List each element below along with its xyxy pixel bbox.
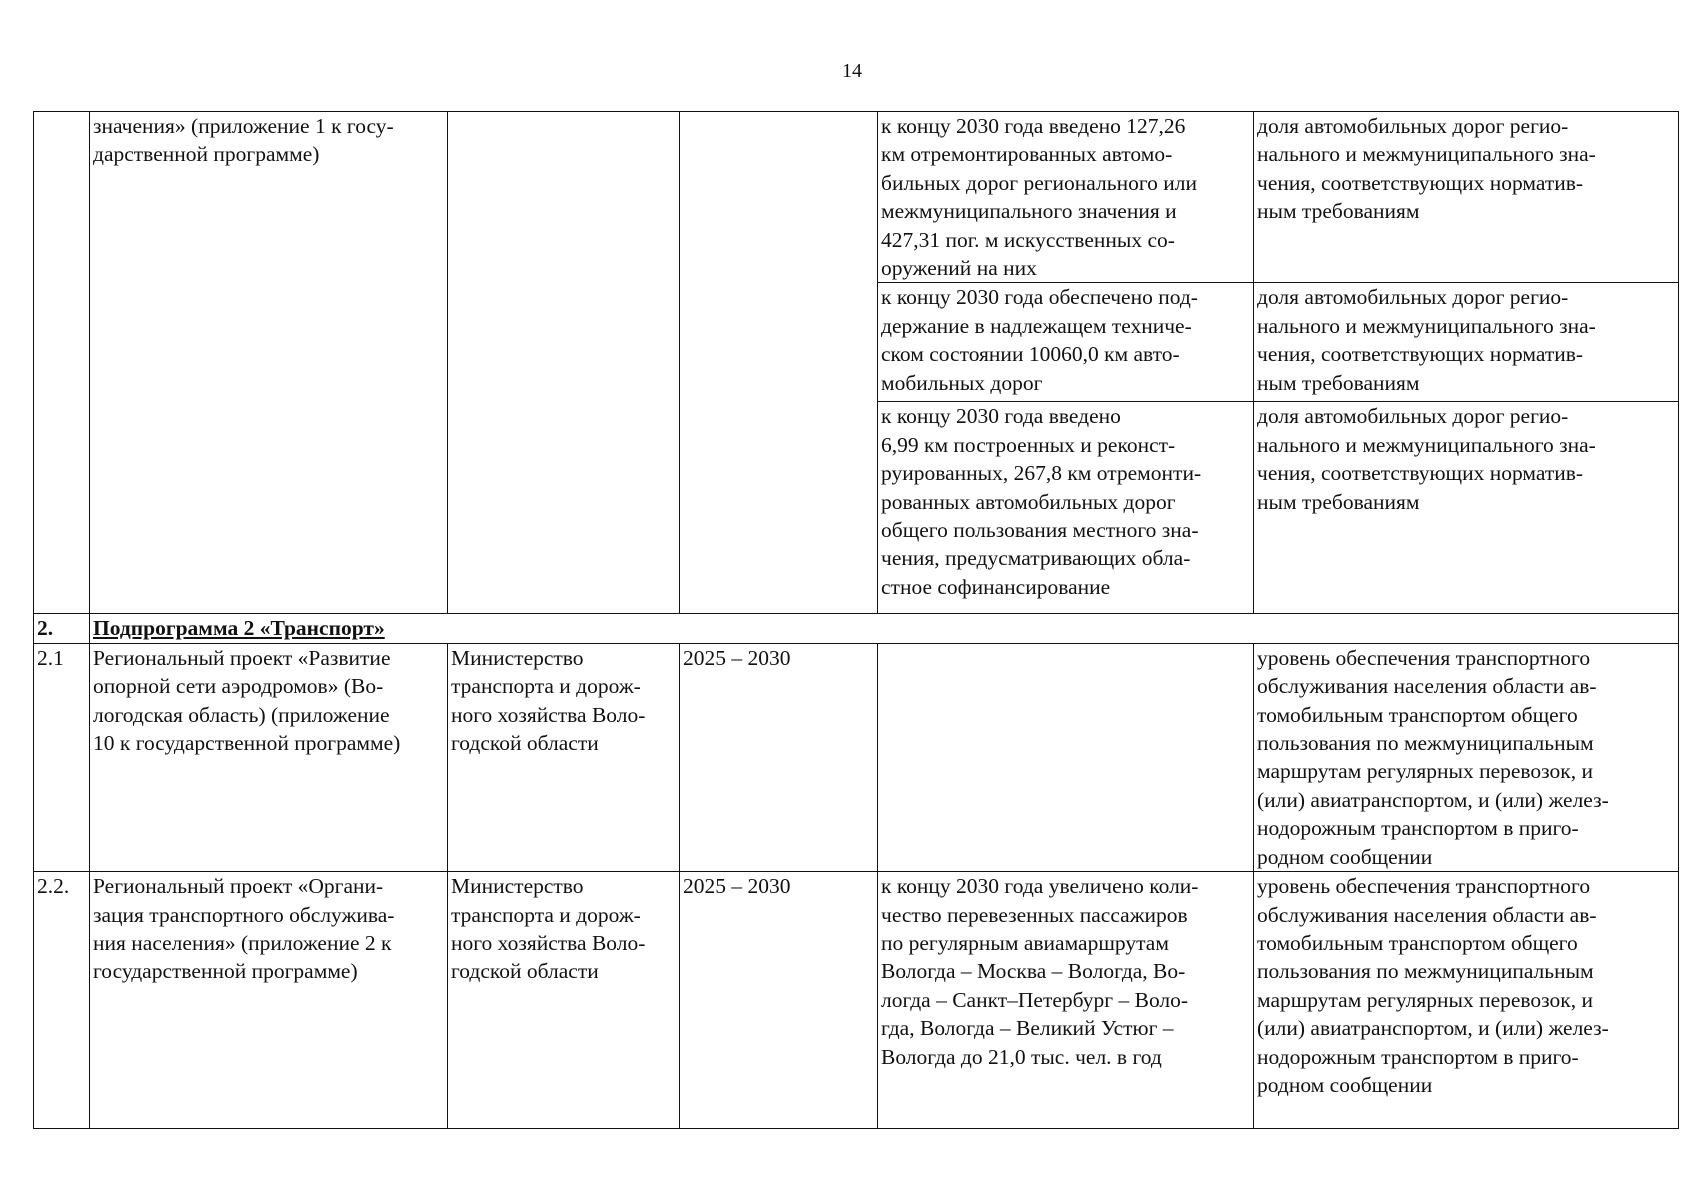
cell-indicator: уровень обеспечения транспортного обслуживания населения области ав- томобильным транспортом общего пользования по межмуниципальным маршрутам регулярных перевозок, и (или) авиатранспортом, и (или) желез- нодорожным транспортом в приго- родном сообщении [1254,643,1679,871]
cell-period: 2025 – 2030 [680,643,878,871]
cell-indicator: доля автомобильных дорог регио- нального и межмуниципального зна- чения, соответствующих норматив- ным требованиям [1254,402,1679,614]
cell-responsible: Министерство транспорта и дорож- ного хозяйства Воло- годской области [448,872,680,1129]
cell-number: 2.2. [34,872,90,1129]
cell-indicator: доля автомобильных дорог регио- нального и межмуниципального зна- чения, соответствующих норматив- ным требованиям [1254,283,1679,402]
section-title-cell [90,614,1679,643]
table-row [34,872,1679,1129]
section-title: Подпрограмма 2 «Транспорт» [93,616,385,641]
cell-result: к концу 2030 года введено 127,26 км отремонтированных автомо- бильных дорог регионального или межмуниципального значения и 427,31 пог. м искусственных со- оружений на них [878,112,1254,283]
cell-indicator: уровень обеспечения транспортного обслуживания населения области ав- томобильным транспортом общего пользования по межмуниципальным маршрутам регулярных перевозок, и (или) авиатранспортом, и (или) желез- нодорожным транспортом в приго- родном сообщении [1254,872,1679,1129]
cell-result: к концу 2030 года введено 6,99 км построенных и реконст- руированных, 267,8 км отремонти- рованных автомобильных дорог общего пользования местного зна- чения, предусматривающих обла- стное софинансирование [878,402,1254,614]
cell-period: 2025 – 2030 [680,872,878,1129]
cell-project-name: Региональный проект «Развитие опорной сети аэродромов» (Во- логодская область) (приложение 10 к государственной программе) [90,643,448,871]
continuation-row-1 [34,112,1679,283]
page-number: 14 [842,60,862,82]
program-table [33,111,1679,1129]
section-number: 2. [34,614,90,643]
cell-indicator: доля автомобильных дорог регио- нального и межмуниципального зна- чения, соответствующих норматив- ным требованиям [1254,112,1679,283]
table-row [34,643,1679,871]
cell-period-empty [680,112,878,614]
cell-project-name: значения» (приложение 1 к госу- дарственной программе) [90,112,448,614]
cell-responsible-empty [448,112,680,614]
cell-responsible: Министерство транспорта и дорож- ного хозяйства Воло- годской области [448,643,680,871]
cell-number: 2.1 [34,643,90,871]
cell-result: к концу 2030 года обеспечено под- держание в надлежащем техниче- ском состоянии 10060,0 км авто- мобильных дорог [878,283,1254,402]
cell-project-name: Региональный проект «Органи- зация транспортного обслужива- ния населения» (приложение 2 к государственной программе) [90,872,448,1129]
cell-number-empty [34,112,90,614]
cell-result [878,643,1254,871]
cell-result: к концу 2030 года увеличено коли- чество перевезенных пассажиров по регулярным авиамаршрутам Вологда – Москва – Вологда, Во- логда – Санкт–Петербург – Воло- гда, Вологда – Великий Устюг – Вологда до 21,0 тыс. чел. в год [878,872,1254,1129]
section-row [34,614,1679,643]
